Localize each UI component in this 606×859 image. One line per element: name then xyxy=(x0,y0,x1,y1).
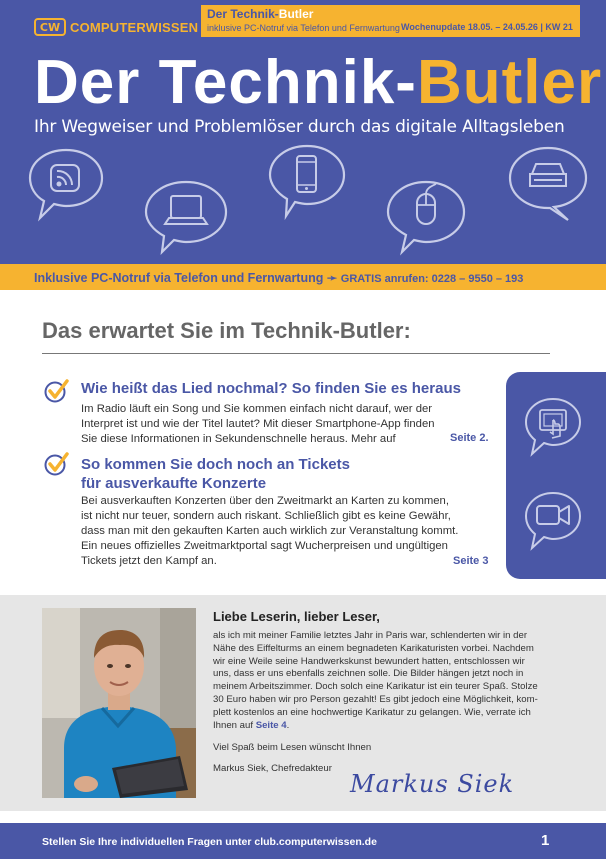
article-title-line: für ausverkaufte Konzerte xyxy=(81,475,267,492)
letter-author: Markus Siek, Chefredakteur xyxy=(213,763,332,774)
touch-tablet-icon xyxy=(522,396,584,463)
page-title xyxy=(34,48,603,117)
brand-logo-mark: CW xyxy=(34,18,66,36)
page-number: 1 xyxy=(541,832,550,849)
article-teaser-line: dass man mit den gekauften Karten auch wirklich zur Veranstaltung kommt. xyxy=(81,525,459,537)
issue-subtitle: inklusive PC-Notruf via Telefon und Fernwartung xyxy=(207,23,400,33)
letter-line: uns, dass er uns ebenfalls zeichnen solle. Die Bilder hängen jetzt noch in xyxy=(213,668,524,680)
article-teaser-line: Im Radio läuft ein Song und Sie kommen einfach nicht darauf, wer der xyxy=(81,403,433,415)
issue-title-highlight: Butler xyxy=(278,7,314,21)
article-title-line: So kommen Sie doch noch an Tickets xyxy=(81,456,350,473)
letter-greeting: Liebe Leserin, lieber Leser, xyxy=(213,609,380,624)
video-camera-icon xyxy=(522,490,584,557)
article-teaser-line: Ein neues offizielles Zweitmarktportal sagt Wucherpreisen und ungültigen xyxy=(81,540,448,552)
checkmark-icon xyxy=(44,378,70,404)
issue-title-prefix: Der Technik- xyxy=(207,7,279,21)
scanner-bubble-icon xyxy=(506,144,590,226)
page-subtitle: Ihr Wegweiser und Problemlöser durch das digitale Alltagsleben xyxy=(34,117,565,137)
article-page-link-1[interactable]: Seite 2. xyxy=(450,432,489,444)
issue-title xyxy=(207,7,313,21)
article-teaser-line: ist nicht nur teuer, sondern auch riskant. Schließlich gibt es keine Gewähr, xyxy=(81,510,451,522)
footer-bar xyxy=(0,823,606,859)
letter-line: 30 Euro haben wir pro Person gezahlt! Es gibt jedoch eine Möglichkeit, kom- xyxy=(213,693,538,705)
header-banner xyxy=(0,0,606,264)
smartphone-bubble-icon xyxy=(266,142,348,222)
page-title-accent: Butler xyxy=(416,48,603,117)
letter-page-link[interactable]: Seite 4 xyxy=(255,719,287,731)
letter-line: meinem Arbeitszimmer. Doch solch eine Karikatur ist ein teurer Spaß. Stolze xyxy=(213,681,538,693)
letter-line: als ich mit meiner Familie letztes Jahr in Paris war, schlenderten wir in der xyxy=(213,630,528,641)
brand-logo[interactable] xyxy=(34,17,198,37)
article-title-2[interactable] xyxy=(81,455,350,493)
editor-photo xyxy=(42,608,196,798)
week-label: Wochenupdate 18.05. – 24.05.26 | KW 21 xyxy=(401,22,573,32)
side-icon-panel xyxy=(506,372,606,579)
hotline-text xyxy=(34,270,523,285)
hotline-number[interactable]: GRATIS anrufen: 0228 – 9550 – 193 xyxy=(340,273,524,285)
mouse-bubble-icon xyxy=(384,178,468,258)
letter-line: Nähe des Eiffelturms an einem begnadeten Karikaturisten vorbei. Nachdem xyxy=(213,642,534,654)
letter-closing: Viel Spaß beim Lesen wünscht Ihnen xyxy=(213,742,372,753)
wifi-bubble-icon xyxy=(26,146,106,224)
checkmark-icon xyxy=(44,451,70,477)
toc-divider xyxy=(42,353,550,354)
hotline-label: Inklusive PC-Notruf via Telefon und Fernwartung ➛ xyxy=(34,271,341,285)
page-title-main: Der Technik- xyxy=(34,48,417,117)
hotline-strip xyxy=(0,264,606,290)
letter-line-suffix: . xyxy=(286,719,290,731)
issue-info-box xyxy=(201,5,580,37)
top-bar xyxy=(0,0,606,40)
article-teaser-line: Interpret ist und wie der Titel lautet? Mit dieser Smartphone-App finden xyxy=(81,418,435,430)
letter-line: plett kostenlos an eine hochwertige Karikatur zu gelangen. Wie, verrate ich xyxy=(213,706,531,718)
article-page-link-2[interactable]: Seite 3 xyxy=(453,555,489,567)
article-teaser-2 xyxy=(81,494,458,569)
letter-line xyxy=(213,720,558,733)
toc-heading: Das erwartet Sie im Technik-Butler: xyxy=(42,318,411,343)
brand-name: COMPUTERWISSEN xyxy=(70,19,199,35)
letter-line-prefix: Ihnen auf xyxy=(213,719,256,731)
article-teaser-1 xyxy=(81,402,435,447)
footer-text[interactable]: Stellen Sie Ihre individuellen Fragen unter club.computerwissen.de xyxy=(42,836,377,848)
author-signature: Markus Siek xyxy=(350,770,515,798)
letter-line: wir eine Weile seine Handwerkskunst bewundert hatten, entschlossen wir xyxy=(213,655,525,667)
article-teaser-line: Tickets jetzt den Kampf an. xyxy=(81,555,217,567)
laptop-bubble-icon xyxy=(142,178,230,256)
letter-body xyxy=(213,630,558,732)
article-teaser-line: Bei ausverkauften Konzerten über den Zweitmarkt an Karten zu kommen, xyxy=(81,495,449,507)
article-title-line: Wie heißt das Lied nochmal? So finden Sie es heraus xyxy=(81,380,461,397)
article-teaser-line: Sie diese Informationen in Sekundenschnelle heraus. Mehr auf xyxy=(81,433,396,445)
article-title-1[interactable] xyxy=(81,379,461,398)
